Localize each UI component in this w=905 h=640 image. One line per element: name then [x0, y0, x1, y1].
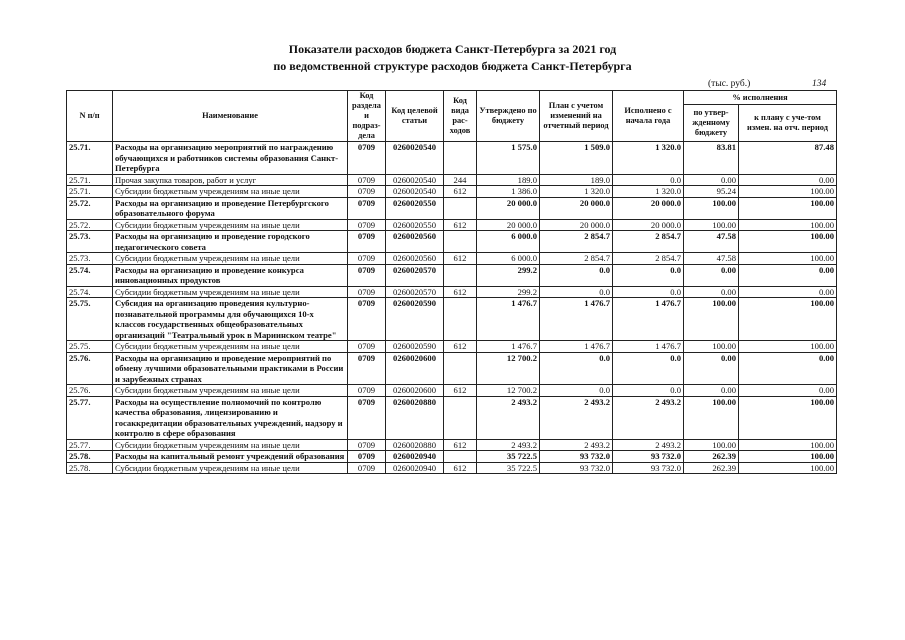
row-name: Субсидии бюджетным учреждениям на иные цели [113, 462, 348, 474]
row-plan: 93 732.0 [540, 451, 613, 463]
row-pct-plan: 0.00 [739, 352, 837, 385]
row-name: Субсидии бюджетным учреждениям на иные цели [113, 385, 348, 397]
table-row [67, 298, 837, 341]
row-utv: 299.2 [477, 264, 540, 286]
row-plan: 20 000.0 [540, 197, 613, 219]
row-pct-utv: 262.39 [684, 451, 739, 463]
row-razdel: 0709 [348, 253, 386, 265]
row-utv: 2 493.2 [477, 439, 540, 451]
row-number: 25.76. [67, 352, 113, 385]
header-name: Наименование [113, 91, 348, 142]
row-vid: 612 [444, 286, 477, 298]
row-pct-utv: 100.00 [684, 219, 739, 231]
row-ispoln: 2 854.7 [613, 253, 684, 265]
row-number: 25.77. [67, 396, 113, 439]
row-utv: 6 000.0 [477, 253, 540, 265]
row-pct-utv: 0.00 [684, 264, 739, 286]
header-plan: План с учетом изменений на отчетный период [540, 91, 613, 142]
budget-table [66, 90, 837, 474]
row-razdel: 0709 [348, 396, 386, 439]
row-utv: 1 575.0 [477, 142, 540, 175]
table-row [67, 396, 837, 439]
row-pct-utv: 100.00 [684, 197, 739, 219]
row-name: Субсидии бюджетным учреждениям на иные цели [113, 253, 348, 265]
row-name: Субсидии бюджетным учреждениям на иные цели [113, 286, 348, 298]
row-ispoln: 1 320.0 [613, 186, 684, 198]
page-number: 134 [812, 79, 827, 89]
row-pct-plan: 100.00 [739, 298, 837, 341]
row-pct-plan: 0.00 [739, 286, 837, 298]
table-row [67, 231, 837, 253]
row-vid [444, 451, 477, 463]
row-vid [444, 396, 477, 439]
row-vid: 612 [444, 219, 477, 231]
row-pct-plan: 100.00 [739, 231, 837, 253]
row-tsel: 0260020540 [386, 142, 444, 175]
row-pct-utv: 0.00 [684, 286, 739, 298]
row-name: Расходы на организацию и проведение городского педагогического совета [113, 231, 348, 253]
row-ispoln: 93 732.0 [613, 451, 684, 463]
row-ispoln: 0.0 [613, 264, 684, 286]
row-tsel: 0260020880 [386, 396, 444, 439]
row-tsel: 0260020560 [386, 253, 444, 265]
header-vid: Код вида рас-ходов [444, 91, 477, 142]
row-ispoln: 0.0 [613, 352, 684, 385]
row-tsel: 0260020540 [386, 186, 444, 198]
table-row [67, 385, 837, 397]
row-razdel: 0709 [348, 174, 386, 186]
row-utv: 1 386.0 [477, 186, 540, 198]
table-body [67, 142, 837, 474]
row-tsel: 0260020940 [386, 451, 444, 463]
table-row [67, 174, 837, 186]
row-tsel: 0260020600 [386, 352, 444, 385]
row-plan: 0.0 [540, 385, 613, 397]
row-number: 25.74. [67, 264, 113, 286]
row-pct-utv: 47.58 [684, 253, 739, 265]
row-plan: 189.0 [540, 174, 613, 186]
header-num: N п/п [67, 91, 113, 142]
row-vid [444, 264, 477, 286]
row-name: Субсидия на организацию проведения культурно-познавательной программы для обучающихся 10-х классов государственных общеобразовательных организаций "Театральный урок в Мариинском театре" [113, 298, 348, 341]
row-razdel: 0709 [348, 451, 386, 463]
table-row [67, 142, 837, 175]
header-ispoln: Исполнено с начала года [613, 91, 684, 142]
row-razdel: 0709 [348, 219, 386, 231]
row-name: Субсидии бюджетным учреждениям на иные цели [113, 219, 348, 231]
row-razdel: 0709 [348, 341, 386, 353]
row-plan: 1 476.7 [540, 298, 613, 341]
header-pct-utv: по утвер-жденному бюджету [684, 105, 739, 142]
row-tsel: 0260020570 [386, 264, 444, 286]
row-name: Расходы на капитальный ремонт учреждений образования [113, 451, 348, 463]
row-pct-utv: 100.00 [684, 396, 739, 439]
row-utv: 299.2 [477, 286, 540, 298]
row-name: Расходы на осуществление полномочий по контролю качества образования, лицензированию и госаккредитации образовательных учреждений, надзору и контролю в сфере образования [113, 396, 348, 439]
row-plan: 2 493.2 [540, 439, 613, 451]
row-pct-plan: 0.00 [739, 174, 837, 186]
row-name: Расходы на организацию и проведение конкурса инновационных продуктов [113, 264, 348, 286]
row-razdel: 0709 [348, 439, 386, 451]
row-name: Субсидии бюджетным учреждениям на иные цели [113, 341, 348, 353]
row-pct-plan: 100.00 [739, 219, 837, 231]
row-vid: 612 [444, 341, 477, 353]
row-number: 25.74. [67, 286, 113, 298]
row-vid [444, 197, 477, 219]
row-name: Расходы на организацию мероприятий по награждению обучающихся и работников системы образования Санкт-Петербурга [113, 142, 348, 175]
row-plan: 93 732.0 [540, 462, 613, 474]
row-number: 25.78. [67, 451, 113, 463]
row-vid [444, 352, 477, 385]
row-number: 25.76. [67, 385, 113, 397]
row-pct-utv: 83.81 [684, 142, 739, 175]
row-pct-plan: 100.00 [739, 451, 837, 463]
row-vid: 612 [444, 385, 477, 397]
table-row [67, 286, 837, 298]
header-razdel: Код раздела и подраз-дела [348, 91, 386, 142]
row-ispoln: 93 732.0 [613, 462, 684, 474]
row-plan: 2 493.2 [540, 396, 613, 439]
row-plan: 0.0 [540, 352, 613, 385]
row-razdel: 0709 [348, 385, 386, 397]
row-name: Прочая закупка товаров, работ и услуг [113, 174, 348, 186]
row-vid: 612 [444, 186, 477, 198]
row-razdel: 0709 [348, 352, 386, 385]
row-number: 25.72. [67, 197, 113, 219]
header-tsel: Код целевой статьи [386, 91, 444, 142]
row-vid: 612 [444, 253, 477, 265]
table-row [67, 186, 837, 198]
row-utv: 12 700.2 [477, 385, 540, 397]
row-pct-utv: 47.58 [684, 231, 739, 253]
row-ispoln: 2 493.2 [613, 396, 684, 439]
page-title-line-2: по ведомственной структуре расходов бюджета Санкт-Петербурга [273, 59, 632, 73]
row-name: Субсидии бюджетным учреждениям на иные цели [113, 186, 348, 198]
row-pct-utv: 262.39 [684, 462, 739, 474]
row-razdel: 0709 [348, 231, 386, 253]
table-row [67, 341, 837, 353]
row-number: 25.78. [67, 462, 113, 474]
row-pct-plan: 100.00 [739, 462, 837, 474]
row-utv: 35 722.5 [477, 451, 540, 463]
row-ispoln: 1 320.0 [613, 142, 684, 175]
row-number: 25.75. [67, 341, 113, 353]
row-pct-utv: 0.00 [684, 352, 739, 385]
header-utv: Утверждено по бюджету [477, 91, 540, 142]
row-vid [444, 298, 477, 341]
row-ispoln: 0.0 [613, 385, 684, 397]
row-razdel: 0709 [348, 186, 386, 198]
row-plan: 1 320.0 [540, 186, 613, 198]
table-row [67, 253, 837, 265]
row-pct-utv: 100.00 [684, 341, 739, 353]
row-tsel: 0260020550 [386, 219, 444, 231]
row-tsel: 0260020940 [386, 462, 444, 474]
row-utv: 189.0 [477, 174, 540, 186]
row-number: 25.71. [67, 186, 113, 198]
row-pct-utv: 0.00 [684, 385, 739, 397]
row-utv: 20 000.0 [477, 197, 540, 219]
row-pct-utv: 100.00 [684, 439, 739, 451]
row-number: 25.75. [67, 298, 113, 341]
row-vid [444, 231, 477, 253]
header-pct-plan: к плану с уче-том измен. на отч. период [739, 105, 837, 142]
table-row [67, 197, 837, 219]
row-ispoln: 20 000.0 [613, 197, 684, 219]
row-ispoln: 2 854.7 [613, 231, 684, 253]
table-row [67, 451, 837, 463]
row-pct-plan: 100.00 [739, 396, 837, 439]
row-plan: 20 000.0 [540, 219, 613, 231]
row-pct-plan: 100.00 [739, 439, 837, 451]
row-name: Субсидии бюджетным учреждениям на иные цели [113, 439, 348, 451]
row-tsel: 0260020600 [386, 385, 444, 397]
row-pct-plan: 0.00 [739, 385, 837, 397]
row-tsel: 0260020880 [386, 439, 444, 451]
row-pct-plan: 87.48 [739, 142, 837, 175]
row-razdel: 0709 [348, 298, 386, 341]
row-tsel: 0260020540 [386, 174, 444, 186]
row-ispoln: 0.0 [613, 286, 684, 298]
row-pct-plan: 100.00 [739, 186, 837, 198]
row-utv: 12 700.2 [477, 352, 540, 385]
row-number: 25.77. [67, 439, 113, 451]
row-ispoln: 1 476.7 [613, 298, 684, 341]
row-pct-plan: 100.00 [739, 341, 837, 353]
row-razdel: 0709 [348, 264, 386, 286]
row-tsel: 0260020590 [386, 298, 444, 341]
row-name: Расходы на организацию и проведение мероприятий по обмену лучшими образовательными практиками в России и зарубежных странах [113, 352, 348, 385]
row-razdel: 0709 [348, 462, 386, 474]
table-row [67, 352, 837, 385]
row-utv: 6 000.0 [477, 231, 540, 253]
row-utv: 1 476.7 [477, 341, 540, 353]
table-row [67, 264, 837, 286]
page-title-line-1: Показатели расходов бюджета Санкт-Петербурга за 2021 год [288, 42, 617, 56]
table-row [67, 439, 837, 451]
row-name: Расходы на организацию и проведение Петербургского образовательного форума [113, 197, 348, 219]
row-utv: 2 493.2 [477, 396, 540, 439]
row-number: 25.73. [67, 231, 113, 253]
row-utv: 35 722.5 [477, 462, 540, 474]
row-pct-utv: 100.00 [684, 298, 739, 341]
row-ispoln: 2 493.2 [613, 439, 684, 451]
row-number: 25.71. [67, 142, 113, 175]
header-pct-group: % исполнения [684, 91, 837, 105]
row-pct-utv: 0.00 [684, 174, 739, 186]
row-razdel: 0709 [348, 286, 386, 298]
row-plan: 2 854.7 [540, 253, 613, 265]
row-razdel: 0709 [348, 142, 386, 175]
row-vid: 612 [444, 462, 477, 474]
row-utv: 1 476.7 [477, 298, 540, 341]
row-tsel: 0260020570 [386, 286, 444, 298]
row-ispoln: 0.0 [613, 174, 684, 186]
row-ispoln: 1 476.7 [613, 341, 684, 353]
row-number: 25.73. [67, 253, 113, 265]
row-vid [444, 142, 477, 175]
row-plan: 1 509.0 [540, 142, 613, 175]
table-row [67, 219, 837, 231]
row-number: 25.71. [67, 174, 113, 186]
row-utv: 20 000.0 [477, 219, 540, 231]
row-pct-plan: 0.00 [739, 264, 837, 286]
row-vid: 244 [444, 174, 477, 186]
row-plan: 0.0 [540, 286, 613, 298]
table-row [67, 462, 837, 474]
row-vid: 612 [444, 439, 477, 451]
row-plan: 2 854.7 [540, 231, 613, 253]
row-ispoln: 20 000.0 [613, 219, 684, 231]
row-plan: 0.0 [540, 264, 613, 286]
row-tsel: 0260020590 [386, 341, 444, 353]
row-number: 25.72. [67, 219, 113, 231]
row-razdel: 0709 [348, 197, 386, 219]
row-tsel: 0260020550 [386, 197, 444, 219]
row-plan: 1 476.7 [540, 341, 613, 353]
row-tsel: 0260020560 [386, 231, 444, 253]
row-pct-plan: 100.00 [739, 197, 837, 219]
units-label: (тыс. руб.) [708, 79, 751, 89]
row-pct-utv: 95.24 [684, 186, 739, 198]
row-pct-plan: 100.00 [739, 253, 837, 265]
